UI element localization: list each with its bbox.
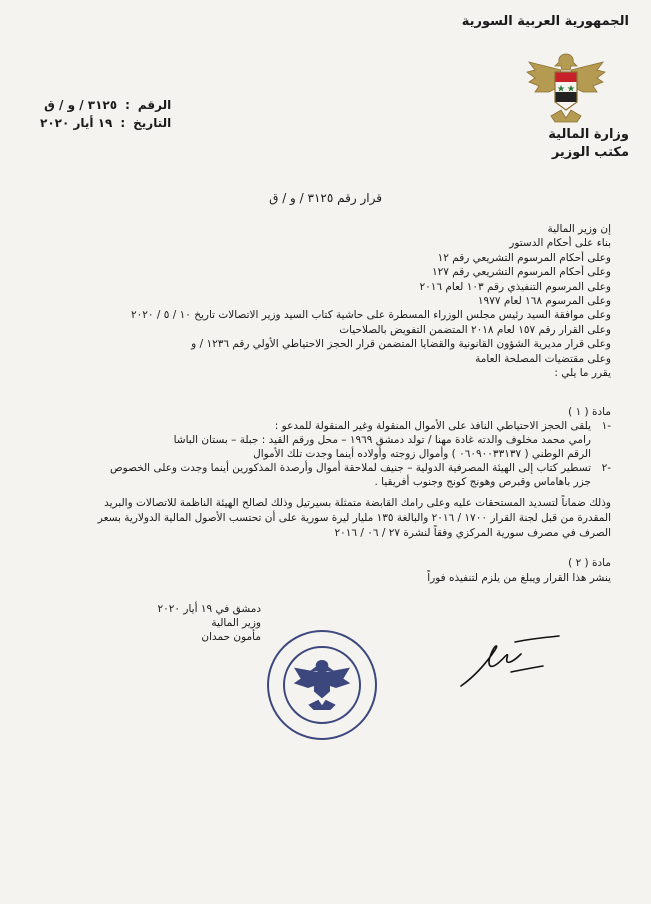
preamble-line: وعلى موافقة السيد رئيس مجلس الوزراء المسطرة على حاشية كتاب السيد وزير الاتصالات تاريخ ١٠ / ٥ / ٢٠٢٠ — [130, 309, 611, 322]
decision-title: قرار رقم ٣١٢٥ / و / ق — [269, 191, 382, 205]
preamble-line: بناء على أحكام الدستور — [509, 237, 611, 250]
signature-role: وزير المالية — [211, 617, 261, 629]
item-line: يلقى الحجز الاحتياطي النافذ على الأموال المنقولة وغير المنقولة للمدعو : — [274, 420, 591, 432]
preamble-line: وعلى المرسوم ١٦٨ لعام ١٩٧٧ — [477, 295, 611, 308]
eagle-emblem-icon — [521, 40, 611, 130]
article-1 — [21, 405, 611, 489]
reference-block — [40, 96, 171, 132]
reference-number-value: ٣١٢٥ / و / ق — [44, 98, 118, 112]
preamble — [21, 222, 611, 380]
article-1-item — [21, 419, 611, 461]
article-1-title: مادة ( ١ ) — [568, 406, 611, 418]
reference-number-label: الرقم — [137, 98, 172, 112]
preamble-line: وعلى المرسوم التنفيذي رقم ١٠٣ لعام ٢٠١٦ — [419, 280, 611, 293]
signature-block — [157, 602, 261, 644]
reference-date-value: ١٩ أيار ٢٠٢٠ — [40, 116, 113, 130]
ministry-name: وزارة المالية — [548, 127, 629, 142]
preamble-line: وعلى القرار رقم ١٥٧ لعام ٢٠١٨ المتضمن التفويض بالصلاحيات — [339, 323, 611, 336]
item-line: رامي محمد مخلوف والدته غادة مهنا / تولد دمشق ١٩٦٩ – محل ورقم القيد : جبلة – بستان الباشا — [173, 434, 591, 446]
preamble-line: وعلى مقتضيات المصلحة العامة — [475, 352, 611, 365]
reason-line: المقدرة من قبل لجنة القرار ١٧٠٠ / ٢٠١٦ والبالغة ١٣٥ مليار ليرة سورية على أن تحتسب الأصول المالية الدولارية بسعر — [97, 512, 611, 524]
signature-name: مأمون حمدان — [201, 631, 261, 643]
ministry-stamp-icon — [262, 625, 382, 745]
signature-place-date: دمشق في ١٩ أيار ٢٠٢٠ — [157, 603, 261, 615]
reason-paragraph — [21, 496, 611, 541]
reason-line: الصرف في مصرف سورية المركزي وفقاً لنشرة ٢٧ / ٠٦ / ٢٠١٦ — [334, 527, 611, 539]
article-2 — [21, 556, 611, 586]
ministry-block — [548, 126, 629, 162]
reference-date-label: التاريخ — [133, 116, 172, 130]
reference-date-row: التاريخ : ١٩ أيار ٢٠٢٠ — [40, 116, 172, 130]
item-line: تسطير كتاب إلى الهيئة المصرفية الدولية – جنيف لملاحقة أموال وأرصدة المذكورين أينما وجدت وعلى الخصوص — [109, 462, 591, 474]
item-number: -٢ — [601, 462, 611, 474]
item-line: جزر باهاماس وقبرص وهونج كونج وجنوب أفريقيا . — [374, 476, 591, 488]
preamble-line: وعلى أحكام المرسوم التشريعي رقم ١٢٧ — [431, 266, 611, 279]
country-name: الجمهورية العربية السورية — [461, 14, 629, 29]
reason-line: وذلك ضماناً لتسديد المستحقات عليه وعلى رامك القابضة متمثلة بسيرتيل وذلك لصالح الهيئة الناظمة للاتصالات والبريد — [104, 497, 611, 509]
article-1-item — [21, 461, 611, 489]
reference-number-row: الرقم : ٣١٢٥ / و / ق — [44, 98, 172, 112]
office-name: مكتب الوزير — [551, 145, 629, 160]
article-2-title: مادة ( ٢ ) — [568, 557, 611, 569]
preamble-line: وعلى أحكام المرسوم التشريعي رقم ١٢ — [437, 251, 611, 264]
preamble-line: وعلى قرار مديرية الشؤون القانونية والقضايا المتضمن قرار الحجز الاحتياطي الأولي رقم ١٢٣٦ / و — [191, 338, 611, 351]
preamble-line: إن وزير المالية — [547, 223, 611, 235]
item-number: -١ — [601, 420, 611, 432]
preamble-line: يقرر ما يلي : — [554, 367, 611, 380]
article-2-text: ينشر هذا القرار ويبلغ من يلزم لتنفيذه فوراً — [427, 572, 611, 584]
item-line: الرقم الوطني ( ٠٦٠٩٠٠٣٣١٣٧ ) وأموال زوجته وأولاده أينما وجدت تلك الأموال — [253, 448, 591, 460]
handwritten-signature-icon — [455, 632, 565, 692]
